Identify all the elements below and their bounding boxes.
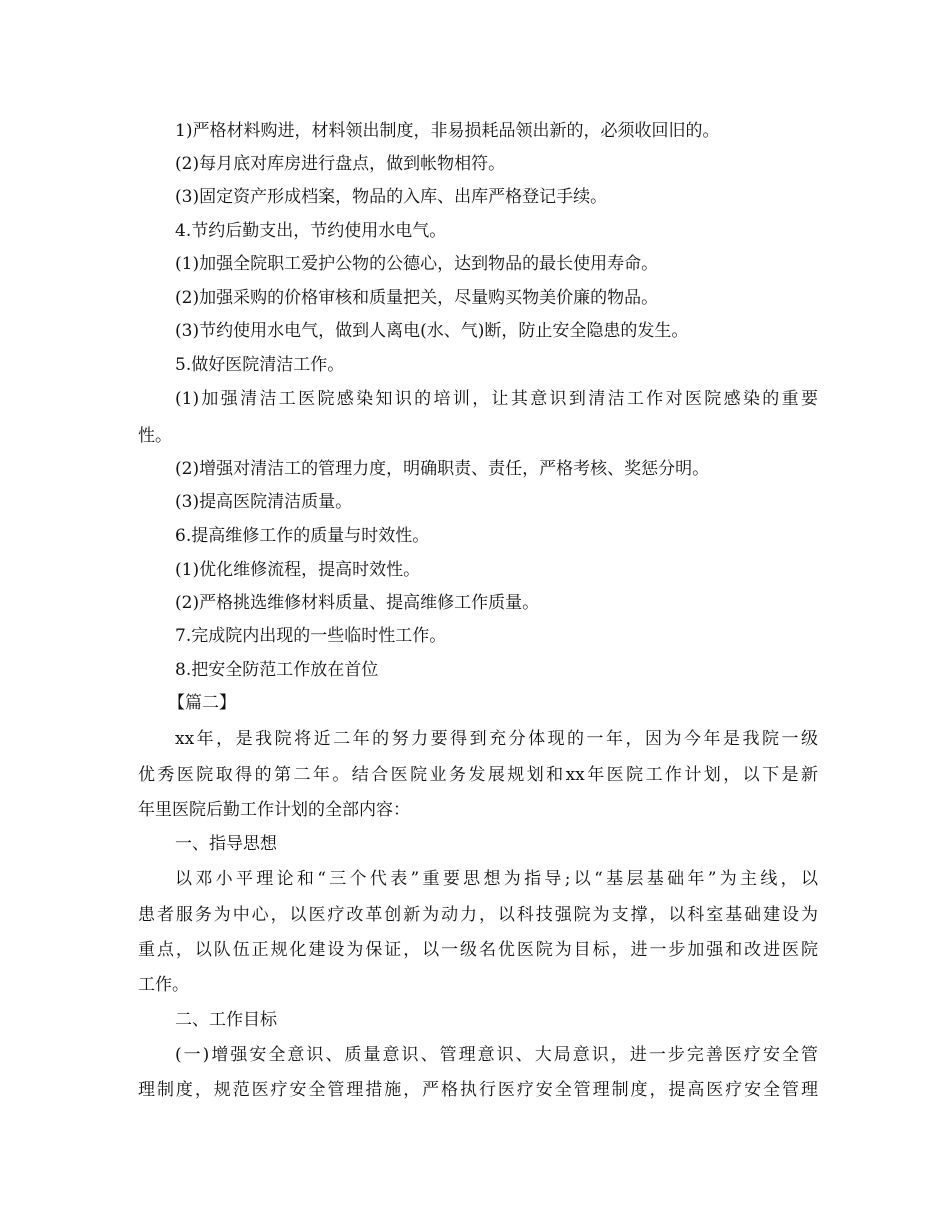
text-line: 6.提高维修工作的质量与时效性。 xyxy=(175,526,430,546)
text-line: 性。 xyxy=(138,426,172,446)
subheading: 二、工作目标 xyxy=(175,1010,277,1030)
text-line: 年里医院后勤工作计划的全部内容： xyxy=(138,800,410,820)
text-line: (2)每月底对库房进行盘点，做到帐物相符。 xyxy=(175,154,506,174)
text-line: xx年，是我院将近二年的努力要得到充分体现的一年，因为今年是我院一级 xyxy=(175,729,818,749)
text-line: 7.完成院内出现的一些临时性工作。 xyxy=(175,626,447,646)
text-line: (一)增强安全意识、质量意识、管理意识、大局意识，进一步完善医疗安全管 xyxy=(175,1045,818,1065)
text-line: (2)严格挑选维修材料质量、提高维修工作质量。 xyxy=(175,593,540,613)
text-line: 重点，以队伍正规化建设为保证，以一级名优医院为目标，进一步加强和改进医院 xyxy=(138,940,818,960)
text-line: (3)提高医院清洁质量。 xyxy=(175,492,353,512)
text-line: (2)加强采购的价格审核和质量把关，尽量购买物美价廉的物品。 xyxy=(175,288,659,308)
text-line: 理制度，规范医疗安全管理措施，严格执行医疗安全管理制度，提高医疗安全管理 xyxy=(138,1080,818,1100)
text-line: (1)加强全院职工爱护公物的公德心，达到物品的最长使用寿命。 xyxy=(175,254,659,274)
text-line: 1)严格材料购进，材料领出制度，非易损耗品领出新的，必须收回旧的。 xyxy=(175,121,720,141)
text-line: 5.做好医院清洁工作。 xyxy=(175,355,345,375)
text-line: 优秀医院取得的第二年。结合医院业务发展规划和xx年医院工作计划，以下是新 xyxy=(138,765,818,785)
text-line: 工作。 xyxy=(138,975,189,995)
section-heading: 【篇二】 xyxy=(168,693,236,713)
text-line: (3)节约使用水电气，做到人离电(水、气)断，防止安全隐患的发生。 xyxy=(175,321,689,341)
text-line: (1)优化维修流程，提高时效性。 xyxy=(175,560,421,580)
text-line: 以邓小平理论和“三个代表”重要思想为指导;以“基层基础年”为主线，以 xyxy=(175,869,818,889)
text-line: (3)固定资产形成档案，物品的入库、出库严格登记手续。 xyxy=(175,187,608,207)
text-line: (2)增强对清洁工的管理力度，明确职责、责任，严格考核、奖惩分明。 xyxy=(175,459,710,479)
text-line: 患者服务为中心，以医疗改革创新为动力，以科技强院为支撑，以科室基础建设为 xyxy=(138,905,818,925)
text-line: 8.把安全防范工作放在首位 xyxy=(175,660,379,680)
subheading: 一、指导思想 xyxy=(175,834,277,854)
text-line: (1)加强清洁工医院感染知识的培训，让其意识到清洁工作对医院感染的重要 xyxy=(175,389,818,409)
text-line: 4.节约后勤支出，节约使用水电气。 xyxy=(175,221,447,241)
